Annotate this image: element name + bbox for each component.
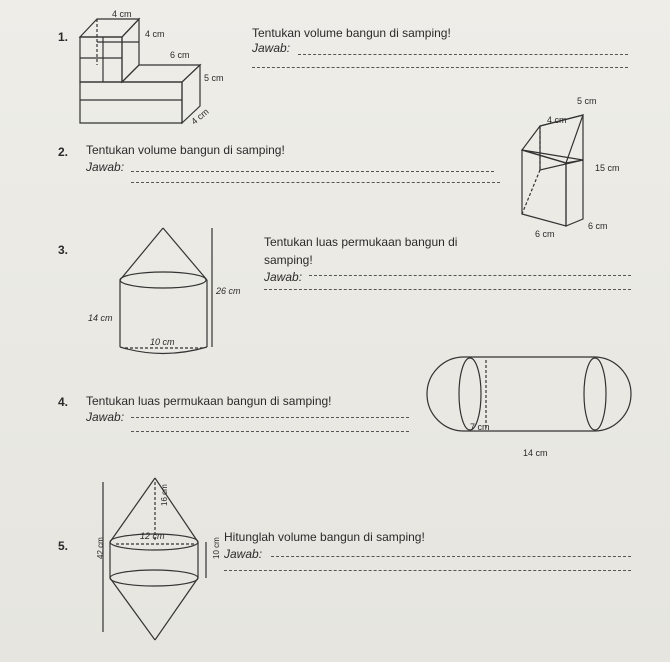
q4-answer-label: Jawab: bbox=[86, 410, 125, 424]
q3-answer-line-2 bbox=[264, 289, 631, 290]
q1-number: 1. bbox=[58, 30, 69, 44]
q2-answer-line-2 bbox=[131, 182, 500, 183]
q5-label-right: 10 cm bbox=[212, 537, 221, 559]
q4-number: 4. bbox=[58, 395, 69, 409]
q5-label-top: 16 cm bbox=[160, 484, 169, 506]
q5-figure bbox=[103, 478, 206, 640]
q1-label-side: 4 cm bbox=[145, 29, 165, 39]
q1-label-width: 6 cm bbox=[170, 50, 190, 60]
q2-label-b: 4 cm bbox=[547, 115, 567, 125]
q5-question: Hitunglah volume bangun di samping! bbox=[224, 530, 425, 544]
q2-number: 2. bbox=[58, 145, 69, 159]
q5-number: 5. bbox=[58, 539, 69, 553]
q5-label-left: 42 cm bbox=[96, 537, 105, 559]
q3-question-line1: Tentukan luas permukaan bangun di bbox=[264, 235, 458, 249]
q2-figure bbox=[522, 115, 583, 226]
q2-label-a: 5 cm bbox=[577, 96, 597, 106]
q1-label-depth: 4 cm bbox=[189, 106, 211, 127]
q4-label-r: 7 cm bbox=[470, 422, 490, 432]
q3-label-r: 14 cm bbox=[88, 313, 113, 323]
q2-label-c: 6 cm bbox=[535, 229, 555, 239]
q4-answer-line-1 bbox=[131, 417, 409, 418]
q5-answer-label: Jawab: bbox=[224, 547, 263, 561]
q3-label-h: 26 cm bbox=[216, 286, 241, 296]
q3-label-d: 10 cm bbox=[150, 337, 175, 347]
q2-label-h: 15 cm bbox=[595, 163, 620, 173]
q4-question: Tentukan luas permukaan bangun di samping! bbox=[86, 394, 332, 408]
q2-answer-line-1 bbox=[131, 171, 494, 172]
q1-answer-label: Jawab: bbox=[252, 41, 291, 55]
q2-question: Tentukan volume bangun di samping! bbox=[86, 143, 285, 157]
q2-label-d: 6 cm bbox=[588, 221, 608, 231]
q5-label-width: 12 cm bbox=[140, 531, 165, 541]
q2-answer-label: Jawab: bbox=[86, 160, 125, 174]
q1-label-top: 4 cm bbox=[112, 9, 132, 19]
q5-answer-line-1 bbox=[271, 556, 631, 557]
q3-number: 3. bbox=[58, 243, 69, 257]
q4-figure bbox=[427, 357, 631, 431]
q3-answer-label: Jawab: bbox=[264, 270, 303, 284]
q3-question-line2: samping! bbox=[264, 253, 313, 267]
q4-answer-line-2 bbox=[131, 431, 409, 432]
q1-figure bbox=[80, 19, 200, 123]
q5-answer-line-2 bbox=[224, 570, 631, 571]
q1-label-height: 5 cm bbox=[204, 73, 224, 83]
q4-label-l: 14 cm bbox=[523, 448, 548, 458]
q3-figure bbox=[120, 228, 212, 354]
q3-answer-line-1 bbox=[309, 275, 631, 276]
q1-question: Tentukan volume bangun di samping! bbox=[252, 26, 451, 40]
